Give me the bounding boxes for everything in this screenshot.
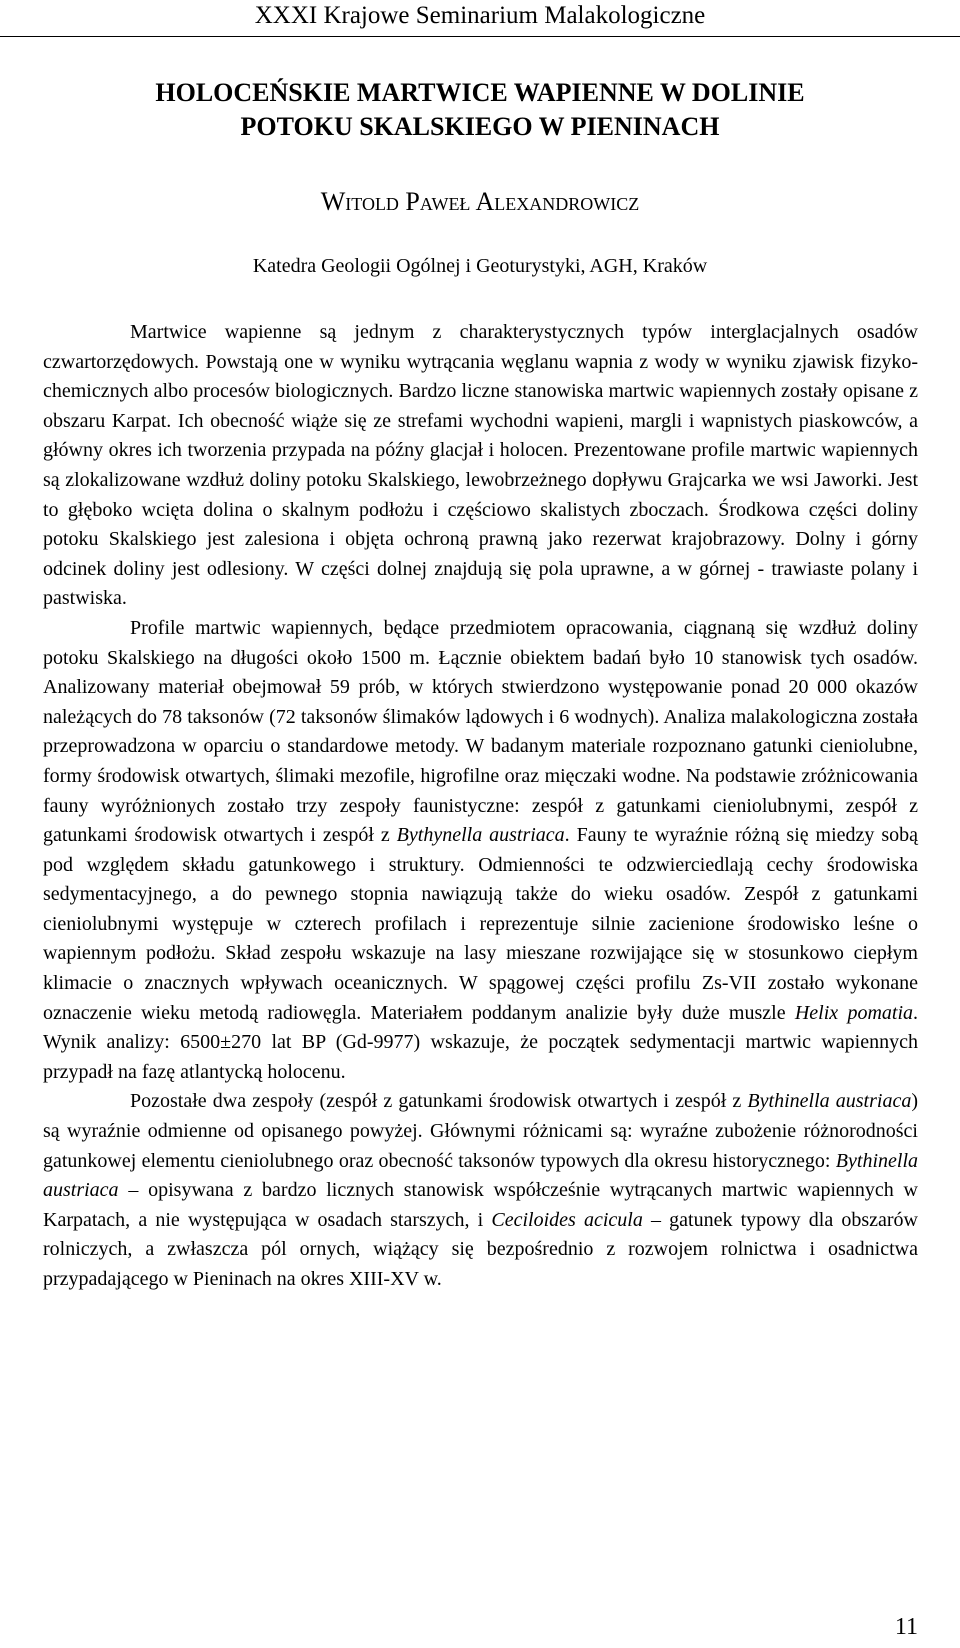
author-affiliation: Katedra Geologii Ogólnej i Geoturystyki, AGH, Kraków [252,255,708,277]
article-title-line-2: POTOKU SKALSKIEGO W PIENINACH [240,112,720,141]
species-name: Helix pomatia [794,1001,913,1024]
species-name: Bythinella austriaca [43,1149,918,1202]
body-paragraph [43,318,918,614]
author-name: Witold Paweł Alexandrowicz [320,187,640,216]
paragraph-text: Martwice wapienne są jednym z charakterystycznych typów interglacjalnych osadów czwartorzędowych. Powstają one w wyniku wytrącania węglanu wapnia z wody w wyniku zjawisk fizyko-chemicznych albo procesów biologicznych. Bardzo liczne stanowiska martwic wapiennych zostały opisane z obszaru Karpat. Ich obecność wiąże się ze strefami wychodni wapieni, margli i wapnistych piaskowców, a główny okres ich tworzenia przypada na późny glacjał i holocen. Prezentowane profile martwic wapiennych są zlokalizowane wzdłuż doliny potoku Skalskiego, lewobrzeżnego dopływu Grajcarka we wsi Jaworki. Jest to głęboko wcięta dolina o skalnym podłożu i częściowo skalistych zboczach. Środkowa części doliny potoku Skalskiego jest zalesiona i objęta ochroną prawną jako rezerwat krajobrazowy. Dolny i górny odcinek doliny jest odlesiony. W części dolnej znajdują się pola uprawne, a w górnej - trawiaste polany i pastwiska. [43,321,918,610]
paragraph-text: ) są wyraźnie odmienne od opisanego powyżej. Głównymi różnicami są: wyraźne zubożenie różnorodności gatunkowej elementu cieniolubnego oraz obecność taksonów typowych dla okresu historycznego: [43,1090,918,1172]
paragraph-text: . Wynik analizy: 6500±270 lat BP (Gd-9977) wskazuje, że początek sedymentacji martwic wapiennych przypadł na fazę atlantycką holocenu. [43,1001,918,1083]
paragraph-text: – gatunek typowy dla obszarów rolniczych, a zwłaszcza pól ornych, wiążący się bezpośrednio z rozwojem rolnictwa i osadnictwa przypadającego w Pieninach na okres XIII-XV w. [43,1208,918,1290]
article-title [44,76,916,144]
running-header-title: XXXI Krajowe Seminarium Malakologiczne [254,2,706,29]
abstract-body [43,318,918,1295]
body-paragraph [43,614,918,1088]
species-name: Ceciloides acicula [491,1208,643,1231]
paragraph-text: – opisywana z bardzo licznych stanowisk współcześnie wytrącanych martwic wapiennych w Karpatach, a nie występująca w osadach starszych, i [43,1179,918,1231]
paragraph-text: Pozostałe dwa zespoły (zespół z gatunkami środowisk otwartych i zespół z [130,1090,748,1113]
article-title-line-1: HOLOCEŃSKIE MARTWICE WAPIENNE W DOLINIE [155,78,805,107]
paragraph-text: . Fauny te wyraźnie różną się miedzy sobą pod względem składu gatunkowego i struktury. Odmienności te odzwierciedlają cechy środowiska sedymentacyjnego, a do pewnego stopnia nawiązują także do wieku osadów. Zespół z gatunkami cieniolubnymi występuje w czterech profilach i reprezentuje silnie zacienione środowisko leśne o wapiennym podłożu. Skład zespołu wskazuje na lasy mieszane rozwijające się w stosunkowo ciepłym klimacie o znacznych wpływach oceanicznych. W spągowej części profilu Zs-VII zostało wykonane oznaczenie wieku metodą radiowęgla. Materiałem poddanym analizie były duże muszle [43,824,918,1024]
running-header [0,0,960,37]
body-paragraph [43,1087,918,1294]
species-name: Bythinella austriaca [747,1090,912,1113]
species-name: Bythynella austriaca [396,824,565,847]
page-number: 11 [894,1614,918,1640]
paragraph-text: Profile martwic wapiennych, będące przedmiotem opracowania, ciągnaną się wzdłuż doliny potoku Skalskiego na długości około 1500 m. Łącznie obiektem badań było 10 stanowisk tych osadów. Analizowany materiał obejmował 59 prób, w których stwierdzono występowanie ponad 20 000 okazów należących do 78 taksonów (72 taksonów ślimaków lądowych i 6 wodnych). Analiza malakologiczna została przeprowadzona w oparciu o standardowe metody. W badanym materiale rozpoznano gatunki cieniolubne, formy środowisk otwartych, ślimaki mezofile, higrofilne oraz mięczaki wodne. Na podstawie zróżnicowania fauny wyróżnionych zostało trzy zespoły faunistyczne: zespół z gatunkami cieniolubnymi, zespół z gatunkami środowisk otwartych i zespół z [43,616,918,847]
